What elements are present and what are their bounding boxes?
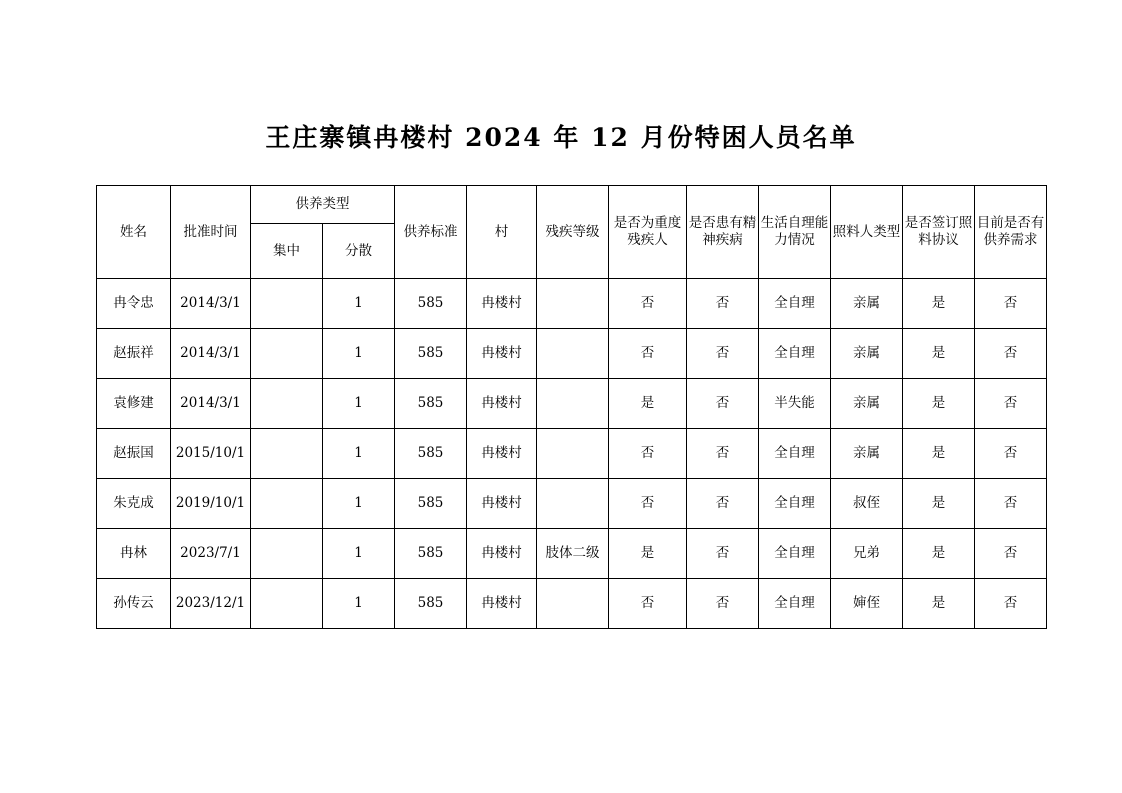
cell-caregiver-type: 亲属 (831, 429, 903, 479)
cell-standard: 585 (395, 279, 467, 329)
cell-village: 冉楼村 (467, 479, 537, 529)
cell-severe-disabled: 是 (609, 529, 687, 579)
header-care-agreement: 是否签订照料协议 (903, 186, 975, 279)
cell-standard: 585 (395, 479, 467, 529)
cell-dispersed: 1 (323, 479, 395, 529)
cell-approve-time: 2014/3/1 (171, 279, 251, 329)
cell-dispersed: 1 (323, 429, 395, 479)
cell-severe-disabled: 否 (609, 279, 687, 329)
table-row (97, 429, 1047, 479)
cell-mental-illness: 否 (687, 379, 759, 429)
cell-agreement: 是 (903, 579, 975, 629)
cell-disability-level (537, 329, 609, 379)
cell-agreement: 是 (903, 479, 975, 529)
cell-need: 否 (975, 529, 1047, 579)
cell-self-care: 全自理 (759, 329, 831, 379)
header-current-need: 目前是否有供养需求 (975, 186, 1047, 279)
cell-mental-illness: 否 (687, 429, 759, 479)
cell-disability-level: 肢体二级 (537, 529, 609, 579)
cell-disability-level (537, 379, 609, 429)
cell-concentrated (251, 529, 323, 579)
cell-village: 冉楼村 (467, 579, 537, 629)
cell-self-care: 全自理 (759, 429, 831, 479)
special-hardship-roster-table (96, 185, 1047, 629)
cell-caregiver-type: 叔侄 (831, 479, 903, 529)
cell-approve-time: 2015/10/1 (171, 429, 251, 479)
cell-severe-disabled: 否 (609, 579, 687, 629)
cell-name: 孙传云 (97, 579, 171, 629)
cell-severe-disabled: 否 (609, 429, 687, 479)
cell-concentrated (251, 429, 323, 479)
cell-concentrated (251, 479, 323, 529)
cell-need: 否 (975, 279, 1047, 329)
cell-agreement: 是 (903, 529, 975, 579)
table-header-row-1 (97, 186, 1047, 224)
header-village: 村 (467, 186, 537, 279)
cell-name: 朱克成 (97, 479, 171, 529)
header-support-type-dispersed: 分散 (323, 223, 395, 278)
cell-dispersed: 1 (323, 279, 395, 329)
cell-caregiver-type: 亲属 (831, 329, 903, 379)
header-support-type-group: 供养类型 (251, 186, 395, 224)
cell-standard: 585 (395, 579, 467, 629)
cell-disability-level (537, 429, 609, 479)
cell-self-care: 半失能 (759, 379, 831, 429)
table-row (97, 529, 1047, 579)
cell-mental-illness: 否 (687, 529, 759, 579)
cell-concentrated (251, 379, 323, 429)
cell-caregiver-type: 婶侄 (831, 579, 903, 629)
cell-dispersed: 1 (323, 579, 395, 629)
cell-disability-level (537, 279, 609, 329)
cell-agreement: 是 (903, 329, 975, 379)
cell-severe-disabled: 否 (609, 479, 687, 529)
cell-self-care: 全自理 (759, 529, 831, 579)
cell-need: 否 (975, 579, 1047, 629)
table-row (97, 279, 1047, 329)
cell-village: 冉楼村 (467, 529, 537, 579)
cell-dispersed: 1 (323, 379, 395, 429)
cell-dispersed: 1 (323, 529, 395, 579)
cell-approve-time: 2019/10/1 (171, 479, 251, 529)
cell-mental-illness: 否 (687, 329, 759, 379)
cell-mental-illness: 否 (687, 279, 759, 329)
cell-approve-time: 2023/7/1 (171, 529, 251, 579)
cell-disability-level (537, 479, 609, 529)
cell-dispersed: 1 (323, 329, 395, 379)
cell-need: 否 (975, 379, 1047, 429)
cell-name: 赵振国 (97, 429, 171, 479)
header-name: 姓名 (97, 186, 171, 279)
cell-caregiver-type: 亲属 (831, 379, 903, 429)
cell-village: 冉楼村 (467, 279, 537, 329)
header-caregiver-type: 照料人类型 (831, 186, 903, 279)
table-row (97, 579, 1047, 629)
table-row (97, 329, 1047, 379)
cell-name: 冉林 (97, 529, 171, 579)
cell-disability-level (537, 579, 609, 629)
cell-caregiver-type: 亲属 (831, 279, 903, 329)
page-title: 王庄寨镇冉楼村 2024 年 12 月份特困人员名单 (265, 123, 857, 152)
cell-mental-illness: 否 (687, 479, 759, 529)
cell-concentrated (251, 279, 323, 329)
table-row (97, 379, 1047, 429)
header-support-type-concentrated: 集中 (251, 223, 323, 278)
cell-agreement: 是 (903, 379, 975, 429)
cell-standard: 585 (395, 329, 467, 379)
cell-name: 冉令忠 (97, 279, 171, 329)
cell-name: 袁修建 (97, 379, 171, 429)
header-support-standard: 供养标准 (395, 186, 467, 279)
header-self-care-ability: 生活自理能力情况 (759, 186, 831, 279)
cell-approve-time: 2014/3/1 (171, 329, 251, 379)
header-mental-illness: 是否患有精神疾病 (687, 186, 759, 279)
cell-need: 否 (975, 429, 1047, 479)
cell-need: 否 (975, 329, 1047, 379)
cell-need: 否 (975, 479, 1047, 529)
cell-standard: 585 (395, 379, 467, 429)
cell-self-care: 全自理 (759, 579, 831, 629)
special-hardship-roster-table-container (96, 185, 1045, 629)
cell-severe-disabled: 是 (609, 379, 687, 429)
cell-village: 冉楼村 (467, 429, 537, 479)
cell-approve-time: 2014/3/1 (171, 379, 251, 429)
cell-agreement: 是 (903, 279, 975, 329)
cell-self-care: 全自理 (759, 479, 831, 529)
cell-agreement: 是 (903, 429, 975, 479)
cell-self-care: 全自理 (759, 279, 831, 329)
cell-concentrated (251, 579, 323, 629)
cell-village: 冉楼村 (467, 329, 537, 379)
header-approve-time: 批准时间 (171, 186, 251, 279)
cell-severe-disabled: 否 (609, 329, 687, 379)
header-severe-disabled: 是否为重度残疾人 (609, 186, 687, 279)
cell-standard: 585 (395, 429, 467, 479)
cell-concentrated (251, 329, 323, 379)
cell-approve-time: 2023/12/1 (171, 579, 251, 629)
cell-standard: 585 (395, 529, 467, 579)
cell-village: 冉楼村 (467, 379, 537, 429)
table-body (97, 279, 1047, 629)
table-header (97, 186, 1047, 279)
cell-caregiver-type: 兄弟 (831, 529, 903, 579)
cell-mental-illness: 否 (687, 579, 759, 629)
header-disability-level: 残疾等级 (537, 186, 609, 279)
cell-name: 赵振祥 (97, 329, 171, 379)
table-row (97, 479, 1047, 529)
